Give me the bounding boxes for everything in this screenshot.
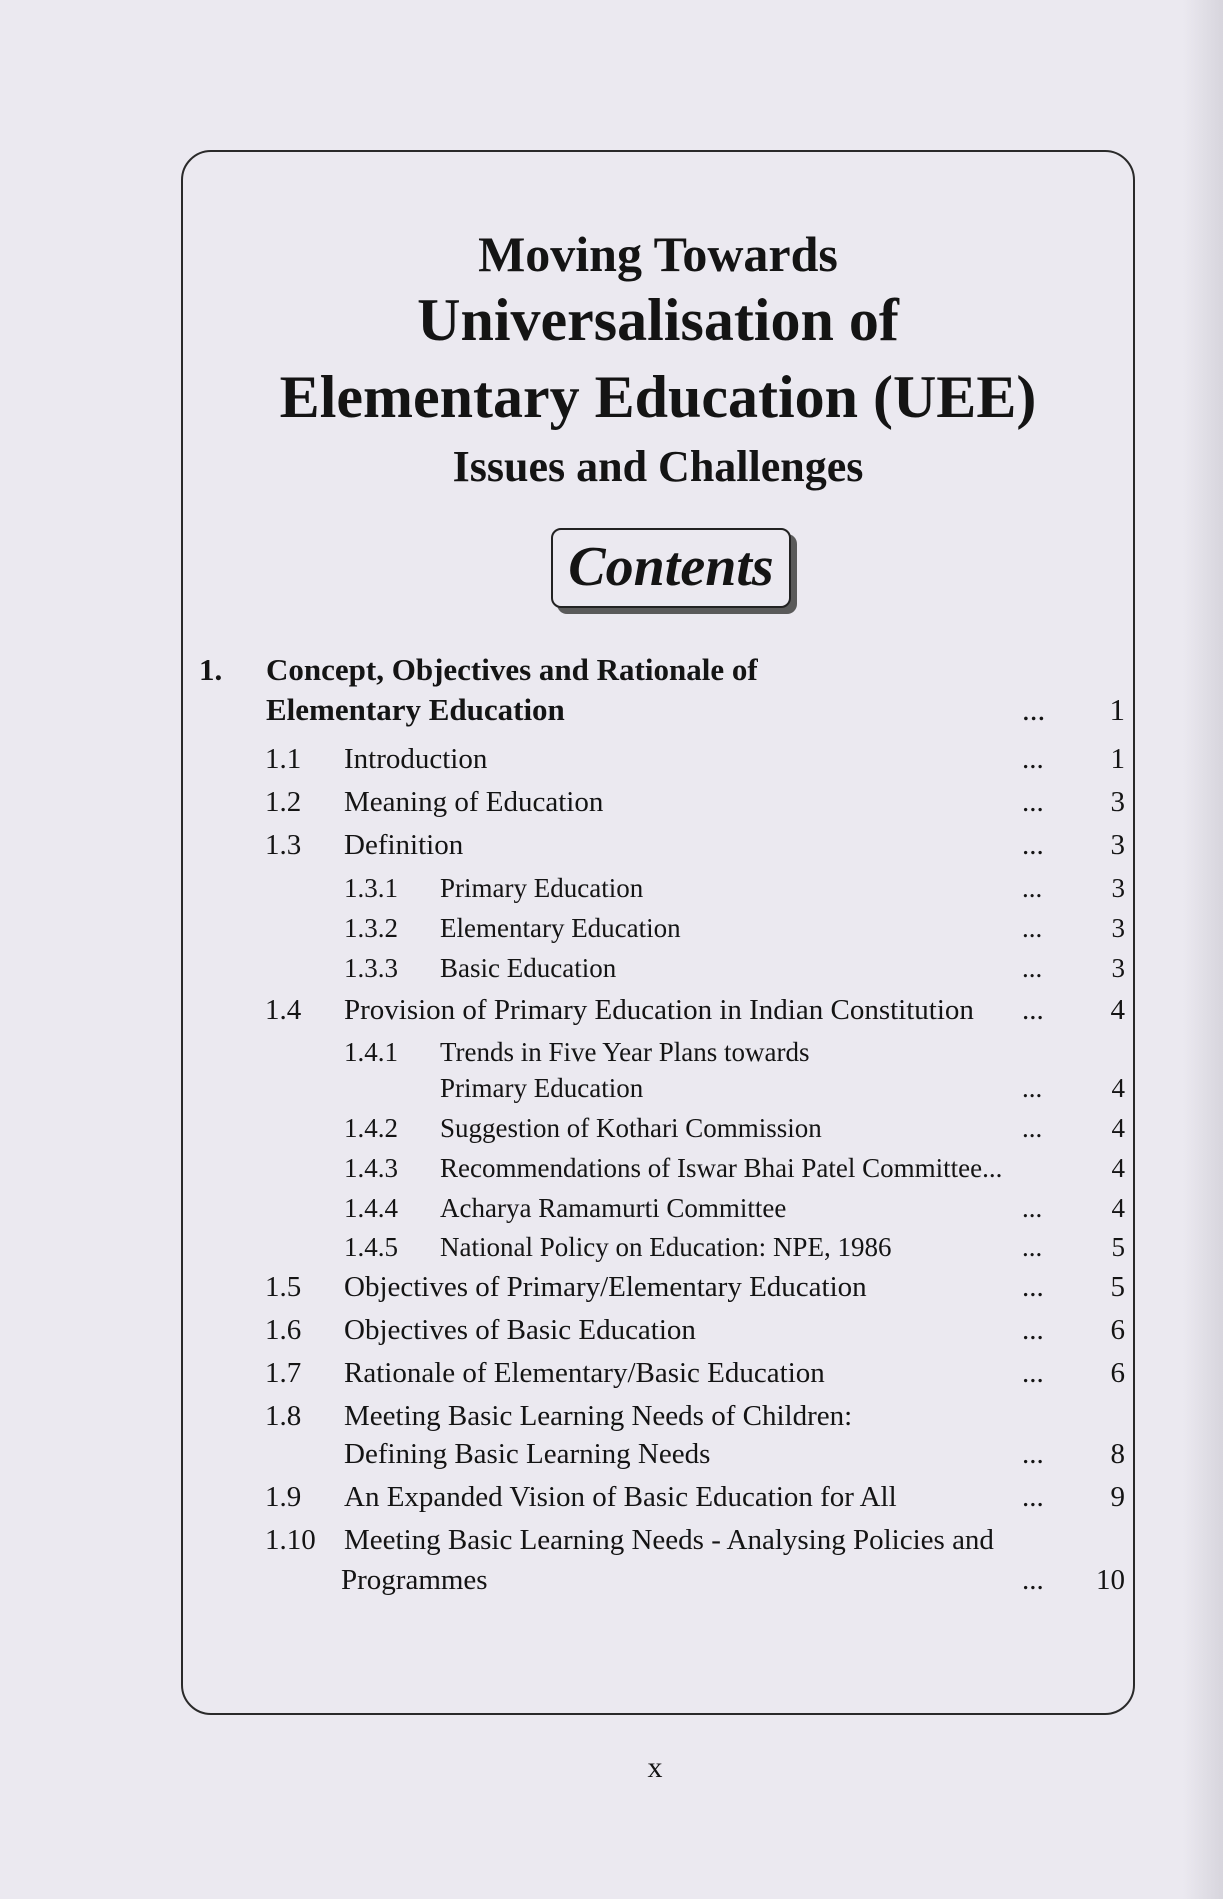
toc-number: 1.4.2 [344, 1113, 398, 1143]
toc-leader-dots: ... [1022, 873, 1043, 903]
toc-page-number: 3 [1110, 786, 1125, 818]
toc-number: 1.4.1 [344, 1037, 398, 1067]
toc-leader-dots: ... [1022, 1073, 1043, 1103]
toc-page-number: 6 [1110, 1314, 1125, 1346]
toc-leader-dots: ... [1022, 994, 1044, 1026]
toc-title: Recommendations of Iswar Bhai Patel Committee... [440, 1153, 1003, 1183]
toc-leader-dots: ... [1022, 1193, 1043, 1223]
toc-leader-dots: ... [1022, 1438, 1044, 1470]
toc-title: Trends in Five Year Plans towards [440, 1037, 810, 1067]
toc-number: 1.10 [265, 1524, 316, 1556]
toc-title: Suggestion of Kothari Commission [440, 1113, 822, 1143]
book-title-line-3: Elementary Education (UEE) [279, 364, 1037, 430]
toc-page-number: 3 [1111, 873, 1125, 903]
toc-entry-1-10[interactable] [0, 1520, 1223, 1560]
toc-title: Objectives of Primary/Elementary Education [344, 1271, 867, 1303]
book-title-line-1: Moving Towards [478, 226, 838, 282]
toc-entry-1-4[interactable] [0, 990, 1223, 1030]
contents-heading: Contents [568, 536, 774, 598]
toc-page-number: 3 [1111, 913, 1125, 943]
toc-title: Introduction [344, 743, 488, 775]
toc-entry-1-1[interactable] [0, 739, 1223, 779]
toc-title: Defining Basic Learning Needs [344, 1438, 711, 1470]
toc-page-number: 3 [1111, 953, 1125, 983]
toc-leader-dots: ... [1022, 1314, 1044, 1346]
toc-page-number: 6 [1110, 1357, 1125, 1389]
toc-number: 1.1 [265, 743, 302, 775]
toc-title: An Expanded Vision of Basic Education for All [344, 1481, 897, 1513]
toc-entry-1-6[interactable] [0, 1310, 1223, 1350]
toc-entry-1-4-1-cont[interactable] [0, 1068, 1223, 1108]
toc-number: 1.4.3 [344, 1153, 398, 1183]
toc-number: 1.3 [265, 829, 302, 861]
toc-leader-dots: ... [1022, 1481, 1044, 1513]
book-title-line-2: Universalisation of [417, 287, 899, 353]
toc-page-number: 3 [1110, 829, 1125, 861]
toc-entry-1-3[interactable] [0, 825, 1223, 865]
toc-entry-chapter-1[interactable] [0, 650, 1223, 690]
toc-number: 1.4.5 [344, 1232, 398, 1262]
toc-title: Acharya Ramamurti Committee [440, 1193, 787, 1223]
toc-page-number: 4 [1111, 1193, 1125, 1223]
toc-title: Meeting Basic Learning Needs - Analysing Policies and [344, 1524, 994, 1556]
toc-leader-dots: ... [1022, 692, 1046, 727]
toc-page-number: 9 [1110, 1481, 1125, 1513]
toc-leader-dots: ... [1022, 829, 1044, 861]
toc-entry-1-2[interactable] [0, 782, 1223, 822]
toc-leader-dots: ... [1022, 1564, 1044, 1596]
toc-leader-dots: ... [1022, 913, 1043, 943]
toc-leader-dots: ... [1022, 1271, 1044, 1303]
toc-entry-1-4-2[interactable] [0, 1108, 1223, 1148]
toc-leader-dots: ... [1022, 1232, 1043, 1262]
toc-title: National Policy on Education: NPE, 1986 [440, 1232, 892, 1262]
toc-title: Meeting Basic Learning Needs of Children: [344, 1400, 853, 1432]
toc-entry-1-5[interactable] [0, 1267, 1223, 1307]
toc-title: Basic Education [440, 953, 617, 983]
toc-entry-1-3-2[interactable] [0, 908, 1223, 948]
toc-number: 1.7 [265, 1357, 302, 1389]
toc-entry-1-4-4[interactable] [0, 1188, 1223, 1228]
toc-page-number: 5 [1111, 1232, 1125, 1262]
toc-number: 1.5 [265, 1271, 302, 1303]
toc-entry-1-4-1[interactable] [0, 1032, 1223, 1072]
toc-page-number: 5 [1110, 1271, 1125, 1303]
toc-title: Provision of Primary Education in Indian Constitution [344, 994, 974, 1026]
toc-leader-dots: ... [1022, 786, 1044, 818]
toc-title: Elementary Education [440, 913, 681, 943]
toc-number: 1.3.2 [344, 913, 398, 943]
toc-entry-1-4-3[interactable] [0, 1148, 1223, 1188]
toc-number: 1. [199, 652, 223, 687]
toc-number: 1.2 [265, 786, 302, 818]
toc-leader-dots: ... [1022, 1357, 1044, 1389]
toc-number: 1.8 [265, 1400, 302, 1432]
book-subtitle: Issues and Challenges [452, 442, 864, 491]
toc-entry-1-3-1[interactable] [0, 868, 1223, 908]
toc-page-number: 4 [1111, 1073, 1125, 1103]
toc-title: Rationale of Elementary/Basic Education [344, 1357, 825, 1389]
toc-title: Programmes [341, 1564, 488, 1596]
toc-title: Elementary Education [266, 692, 565, 727]
toc-title: Meaning of Education [344, 786, 604, 818]
toc-entry-1-8[interactable] [0, 1396, 1223, 1436]
toc-number: 1.4 [265, 994, 302, 1026]
toc-entry-1-4-5[interactable] [0, 1227, 1223, 1267]
toc-title: Primary Education [440, 873, 644, 903]
toc-page-number: 4 [1110, 994, 1125, 1026]
toc-entry-1-7[interactable] [0, 1353, 1223, 1393]
toc-title: Objectives of Basic Education [344, 1314, 696, 1346]
toc-leader-dots: ... [1022, 1113, 1043, 1143]
toc-entry-1-8-cont[interactable] [0, 1434, 1223, 1474]
toc-number: 1.6 [265, 1314, 302, 1346]
toc-page-number: 1 [1109, 692, 1125, 727]
toc-title: Definition [344, 829, 464, 861]
toc-entry-1-10-cont[interactable] [0, 1560, 1223, 1600]
toc-entry-chapter-1-cont[interactable] [0, 690, 1223, 730]
toc-leader-dots: ... [1022, 953, 1043, 983]
toc-title: Concept, Objectives and Rationale of [266, 652, 758, 687]
toc-page-number: 4 [1111, 1153, 1125, 1183]
toc-page-number: 4 [1111, 1113, 1125, 1143]
toc-leader-dots: ... [1022, 743, 1044, 775]
toc-entry-1-3-3[interactable] [0, 948, 1223, 988]
toc-page-number: 8 [1110, 1438, 1125, 1470]
toc-entry-1-9[interactable] [0, 1477, 1223, 1517]
toc-number: 1.9 [265, 1481, 302, 1513]
toc-number: 1.3.1 [344, 873, 398, 903]
toc-page-number: 10 [1096, 1564, 1125, 1596]
page-number: x [647, 1751, 663, 1784]
toc-page-number: 1 [1110, 743, 1125, 775]
toc-number: 1.4.4 [344, 1193, 398, 1223]
toc-title: Primary Education [440, 1073, 644, 1103]
toc-number: 1.3.3 [344, 953, 398, 983]
